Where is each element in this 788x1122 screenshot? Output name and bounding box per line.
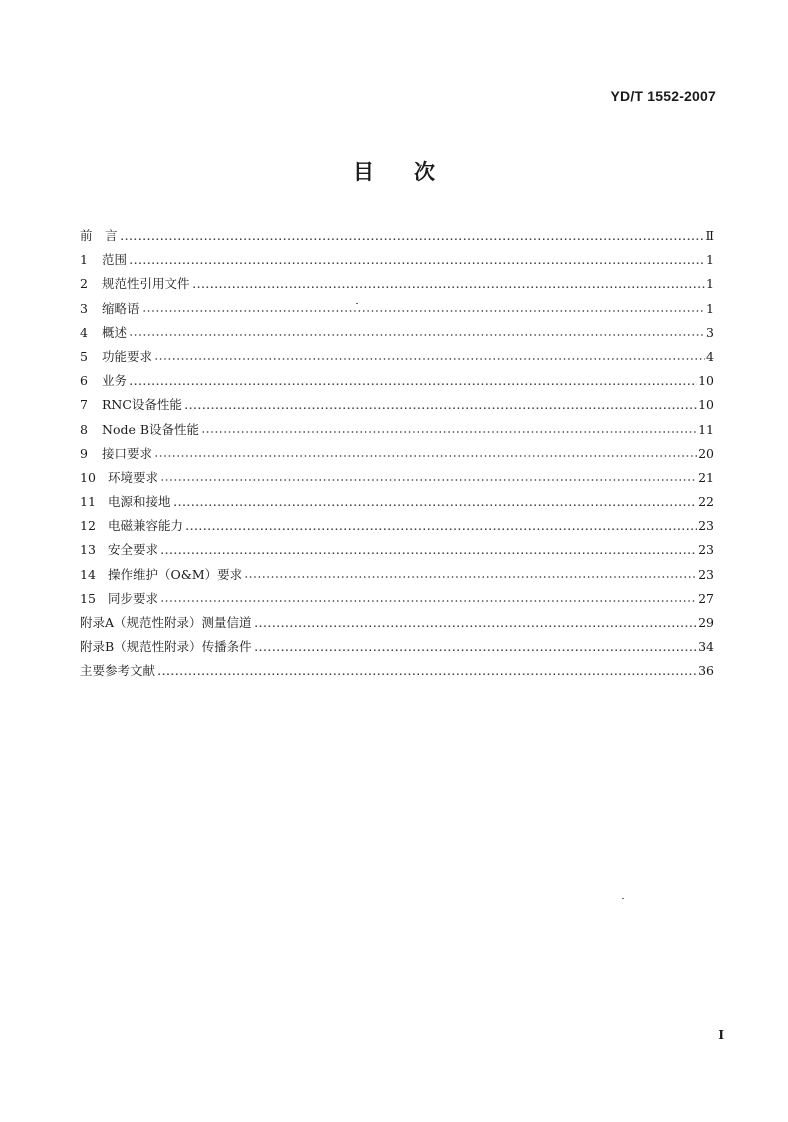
toc-entry-number: 11 bbox=[80, 494, 96, 510]
toc-entry-label: RNC设备性能 bbox=[102, 397, 182, 413]
dot-leader bbox=[185, 518, 697, 531]
dot-leader bbox=[129, 373, 697, 386]
toc-entry[interactable] bbox=[80, 468, 714, 492]
toc-entry-label: 前 言 bbox=[80, 228, 118, 243]
dot-leader bbox=[160, 542, 697, 555]
toc-entry-page: 29 bbox=[698, 615, 714, 630]
toc-entry-label: 规范性引用文件 bbox=[102, 276, 190, 292]
toc-entry-title bbox=[80, 565, 243, 583]
toc-entry-page: 10 bbox=[698, 397, 714, 413]
toc-entry-number: 10 bbox=[80, 469, 96, 485]
toc-entry[interactable] bbox=[80, 395, 714, 419]
dot-leader bbox=[192, 276, 706, 289]
toc-entry-page: 1 bbox=[706, 300, 714, 316]
toc-entry-page: 3 bbox=[706, 324, 714, 340]
toc-entry-page: 23 bbox=[698, 566, 714, 582]
toc-entry-title bbox=[80, 613, 253, 631]
dot-leader bbox=[201, 421, 697, 434]
dot-leader bbox=[184, 397, 697, 410]
toc-entry-title bbox=[80, 516, 184, 534]
toc-entry[interactable] bbox=[80, 347, 714, 371]
toc-entry-label: 环境要求 bbox=[108, 469, 159, 485]
toc-entry-page: 22 bbox=[698, 494, 714, 510]
toc-entry-label: Node B设备性能 bbox=[102, 421, 200, 437]
toc-entry-title bbox=[80, 371, 128, 389]
toc-entry-label: 业务 bbox=[102, 373, 128, 389]
dot-leader bbox=[129, 252, 705, 265]
toc-entry[interactable] bbox=[80, 589, 714, 613]
dot-leader bbox=[154, 445, 697, 458]
toc-entry[interactable] bbox=[80, 661, 714, 685]
dot-leader bbox=[154, 348, 705, 361]
toc-entry-number: 1 bbox=[80, 252, 88, 268]
toc-entry-page: Ⅱ bbox=[705, 228, 714, 243]
dot-leader bbox=[129, 324, 705, 337]
toc-entry[interactable] bbox=[80, 516, 714, 540]
toc-title bbox=[0, 156, 788, 186]
toc-entry-number: 2 bbox=[80, 276, 88, 292]
toc-entry-title bbox=[80, 468, 159, 486]
toc-entry[interactable] bbox=[80, 371, 714, 395]
toc-entry-label: 电磁兼容能力 bbox=[108, 518, 184, 534]
toc-entry-label: 附录B（规范性附录）传播条件 bbox=[80, 639, 252, 655]
toc-entry-number: 3 bbox=[80, 300, 88, 316]
toc-title-char-2: 次 bbox=[414, 159, 435, 184]
toc-entry-label: 概述 bbox=[102, 324, 128, 340]
toc-entry[interactable] bbox=[80, 250, 714, 274]
dot-leader bbox=[160, 469, 697, 482]
toc-entry-title bbox=[80, 492, 172, 510]
toc-entry[interactable] bbox=[80, 637, 714, 661]
toc-entry-number: 12 bbox=[80, 518, 96, 534]
toc-entry-title bbox=[80, 420, 200, 438]
toc-entry-page: 36 bbox=[698, 663, 714, 679]
toc-entry-label: 附录A（规范性附录）测量信道 bbox=[80, 615, 252, 630]
toc-entry-title bbox=[80, 323, 128, 341]
toc-entry-title bbox=[80, 661, 156, 679]
toc-entry-label: 功能要求 bbox=[102, 348, 153, 364]
toc-entry-page: 10 bbox=[698, 373, 714, 389]
toc-entry-page: 23 bbox=[698, 518, 714, 534]
toc-entry[interactable] bbox=[80, 323, 714, 347]
scan-speck bbox=[356, 303, 358, 304]
toc-entry-title bbox=[80, 274, 191, 292]
page-number: I bbox=[718, 1028, 724, 1042]
toc-entry-number: 9 bbox=[80, 445, 88, 461]
toc-entry-label: 同步要求 bbox=[108, 590, 159, 606]
toc-entry[interactable] bbox=[80, 299, 714, 323]
toc-entry-title bbox=[80, 347, 153, 365]
toc-entry[interactable] bbox=[80, 226, 714, 250]
dot-leader bbox=[244, 566, 697, 579]
toc-title-char-1: 目 bbox=[353, 159, 374, 184]
toc-entry-title bbox=[80, 444, 153, 462]
toc-entry-title bbox=[80, 299, 141, 317]
toc-entry-title bbox=[80, 589, 159, 607]
dot-leader bbox=[254, 615, 698, 628]
scan-speck bbox=[622, 898, 624, 899]
toc-entry[interactable] bbox=[80, 274, 714, 298]
toc-entry-label: 安全要求 bbox=[108, 542, 159, 558]
toc-entry-title bbox=[80, 395, 183, 413]
table-of-contents bbox=[80, 226, 714, 686]
toc-entry-page: 1 bbox=[706, 252, 714, 268]
toc-entry-title bbox=[80, 540, 159, 558]
dot-leader bbox=[160, 590, 697, 603]
dot-leader bbox=[254, 639, 697, 652]
toc-entry-page: 11 bbox=[698, 421, 714, 437]
toc-entry[interactable] bbox=[80, 492, 714, 516]
toc-entry-label: 接口要求 bbox=[102, 445, 153, 461]
dot-leader bbox=[173, 494, 698, 507]
toc-entry[interactable] bbox=[80, 444, 714, 468]
toc-entry-page: 4 bbox=[706, 348, 714, 364]
toc-entry[interactable] bbox=[80, 613, 714, 637]
toc-entry-page: 23 bbox=[698, 542, 714, 558]
toc-entry-number: 5 bbox=[80, 348, 88, 364]
toc-entry-page: 20 bbox=[698, 445, 714, 461]
toc-entry-number: 8 bbox=[80, 421, 88, 437]
toc-entry-number: 7 bbox=[80, 397, 88, 413]
toc-entry-number: 15 bbox=[80, 590, 96, 606]
toc-entry[interactable] bbox=[80, 420, 714, 444]
toc-entry-label: 缩略语 bbox=[102, 300, 140, 316]
toc-entry[interactable] bbox=[80, 540, 714, 564]
dot-leader bbox=[157, 663, 697, 676]
toc-entry-page: 34 bbox=[698, 639, 714, 655]
toc-entry-page: 1 bbox=[706, 276, 714, 292]
toc-entry-page: 27 bbox=[698, 590, 714, 606]
toc-entry-label: 主要参考文献 bbox=[80, 663, 156, 679]
toc-entry-label: 范围 bbox=[102, 252, 128, 268]
toc-entry-label: 操作维护（O&M）要求 bbox=[108, 566, 243, 582]
toc-entry-number: 14 bbox=[80, 566, 96, 582]
toc-entry[interactable] bbox=[80, 565, 714, 589]
standard-code: YD/T 1552-2007 bbox=[610, 88, 716, 104]
dot-leader bbox=[142, 300, 706, 313]
toc-entry-label: 电源和接地 bbox=[108, 494, 171, 510]
toc-entry-number: 13 bbox=[80, 542, 96, 558]
toc-entry-page: 21 bbox=[698, 469, 714, 485]
toc-entry-title bbox=[80, 250, 128, 268]
toc-entry-title bbox=[80, 637, 253, 655]
toc-entry-number: 6 bbox=[80, 373, 88, 389]
toc-entry-number: 4 bbox=[80, 324, 88, 340]
dot-leader bbox=[120, 228, 705, 241]
toc-entry-title bbox=[80, 226, 119, 244]
